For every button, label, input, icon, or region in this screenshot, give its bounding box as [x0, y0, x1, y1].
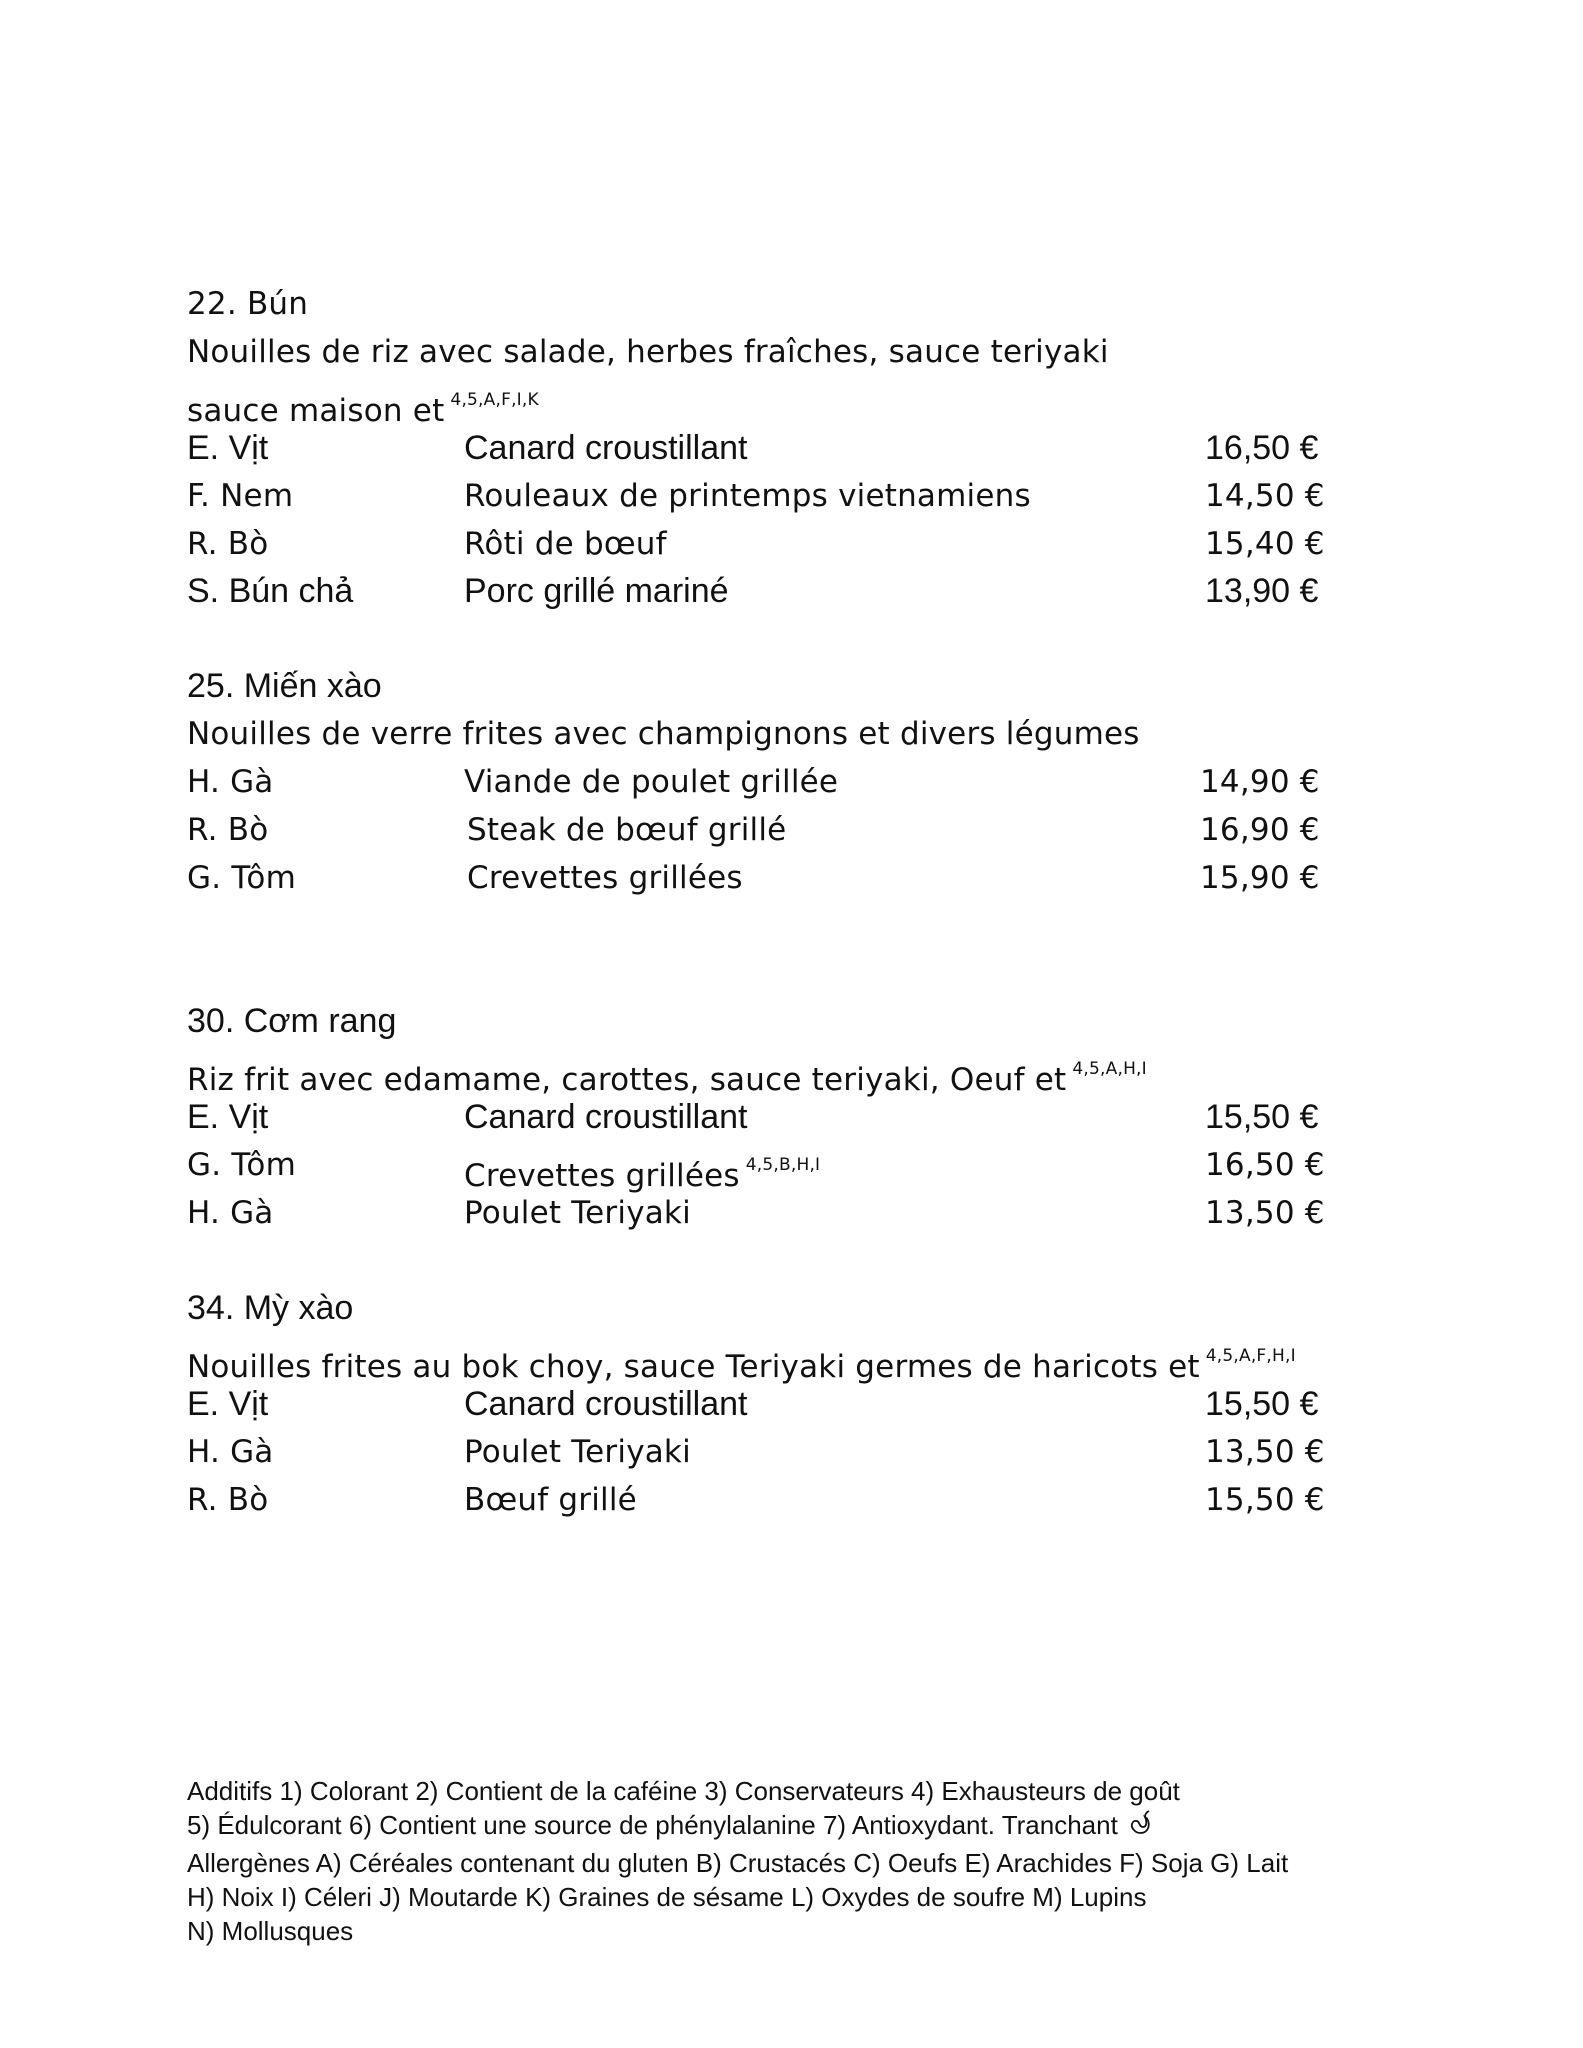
item-name: Canard croustillant — [464, 1098, 748, 1136]
item-price: 13,90 € — [1205, 572, 1319, 610]
item-code: H. Gà — [187, 1434, 274, 1470]
section-description: Nouilles frites au bok choy, sauce Teriyaki germes de haricots et $^{4,5,A,F,H,I}$ — [187, 1346, 1296, 1385]
item-code: H. Gà — [187, 1195, 274, 1231]
item-code: E. Vịt — [187, 1385, 269, 1423]
section-title: 34. Mỳ xào — [187, 1289, 354, 1327]
item-price: 16,50 € — [1205, 429, 1319, 467]
item-name: Canard croustillant — [464, 429, 748, 467]
additives-line: Additifs 1) Colorant 2) Contient de la caféine 3) Conservateurs 4) Exhausteurs de goût — [187, 1776, 1180, 1806]
item-price: 15,50 € — [1205, 1482, 1325, 1518]
item-name: Canard croustillant — [464, 1385, 748, 1423]
item-price: 14,90 € — [1200, 764, 1320, 800]
item-name: Poulet Teriyaki — [464, 1195, 691, 1231]
item-code: R. Bò — [187, 812, 269, 848]
item-price: 15,40 € — [1205, 526, 1325, 562]
item-price: 15,90 € — [1200, 860, 1320, 896]
allergens-line: N) Mollusques — [187, 1916, 354, 1947]
item-code: F. Nem — [187, 478, 294, 514]
allergen-codes: 4,5,A,F,I,K — [450, 390, 539, 410]
chili-pepper-icon — [1126, 1808, 1156, 1846]
section-description: Nouilles de verre frites avec champignons et divers légumes — [187, 716, 1140, 752]
item-price: 13,50 € — [1205, 1434, 1325, 1470]
item-name: Poulet Teriyaki — [464, 1434, 691, 1470]
section-title: 22. Bún — [187, 286, 309, 322]
item-code: R. Bò — [187, 1482, 269, 1518]
item-name: Porc grillé mariné — [464, 572, 729, 610]
item-price: 15,50 € — [1205, 1385, 1319, 1423]
legend-footer — [187, 1774, 1437, 1948]
item-price: 13,50 € — [1205, 1195, 1325, 1231]
allergen-codes: 4,5,A,H,I — [1072, 1059, 1147, 1079]
item-price: 16,90 € — [1200, 812, 1320, 848]
item-code: G. Tôm — [187, 1147, 296, 1183]
item-name: Bœuf grillé — [464, 1482, 637, 1518]
section-description-cont: sauce maison et $^{4,5,A,F,I,K}$ — [187, 390, 539, 429]
item-code: R. Bò — [187, 526, 269, 562]
item-name: Steak de bœuf grillé — [467, 812, 787, 848]
section-title: 25. Miến xào — [187, 667, 382, 705]
section-title: 30. Cơm rang — [187, 1002, 397, 1040]
allergens-line: H) Noix I) Céleri J) Moutarde K) Graines de sésame L) Oxydes de soufre M) Lupins — [187, 1882, 1147, 1913]
item-price: 16,50 € — [1205, 1147, 1325, 1183]
section-description: Nouilles de riz avec salade, herbes fraîches, sauce teriyaki — [187, 334, 1109, 370]
item-code: S. Bún chả — [187, 572, 354, 610]
allergen-codes: 4,5,B,H,I — [745, 1155, 821, 1175]
item-name: Rouleaux de printemps vietnamiens — [464, 478, 1031, 514]
item-code: H. Gà — [187, 764, 274, 800]
additives-line: 5) Édulcorant 6) Contient une source de phénylalanine 7) Antioxydant. Tranchant — [187, 1808, 1437, 1846]
item-price: 14,50 € — [1205, 478, 1325, 514]
section-description: Riz frit avec edamame, carottes, sauce teriyaki, Oeuf et $^{4,5,A,H,I}$ — [187, 1059, 1147, 1098]
allergens-line: Allergènes A) Céréales contenant du gluten B) Crustacés C) Oeufs E) Arachides F) Soja G) Lait — [187, 1848, 1289, 1879]
item-price: 15,50 € — [1205, 1098, 1319, 1136]
item-code: G. Tôm — [187, 860, 296, 896]
allergen-codes: 4,5,A,F,H,I — [1205, 1346, 1296, 1366]
item-name: Rôti de bœuf — [464, 526, 667, 562]
item-name: Crevettes grillées $^{4,5,B,H,I}$ — [464, 1155, 821, 1194]
item-code: E. Vịt — [187, 1098, 269, 1136]
item-code: E. Vịt — [187, 429, 269, 467]
item-name: Crevettes grillées — [467, 860, 743, 896]
item-name: Viande de poulet grillée — [464, 764, 839, 800]
